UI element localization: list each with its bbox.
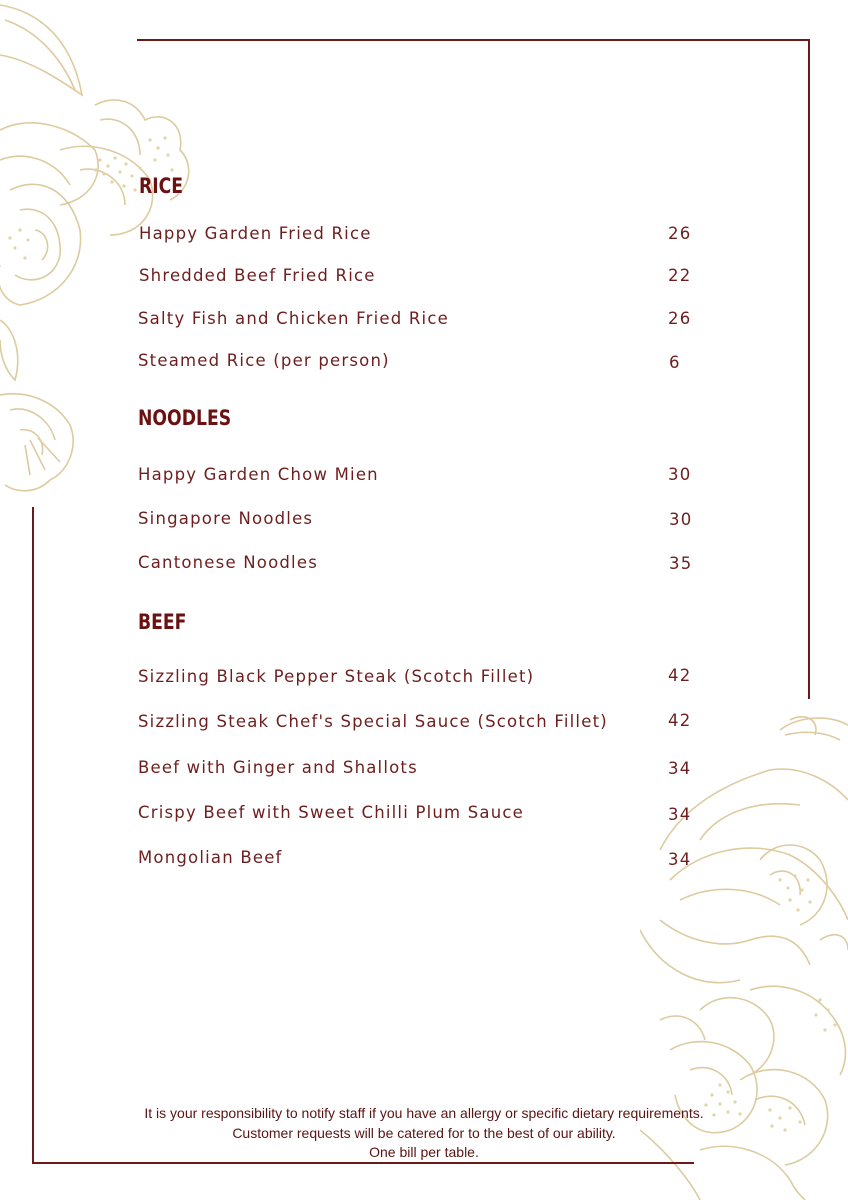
menu-item-price: 42 <box>668 666 692 685</box>
frame-right-line <box>808 39 810 699</box>
section-heading-beef: BEEF <box>138 610 187 634</box>
menu-item-price: 34 <box>668 759 692 778</box>
menu-item-name: Beef with Ginger and Shallots <box>138 758 418 777</box>
menu-item-name: Cantonese Noodles <box>138 553 318 572</box>
menu-item-price: 22 <box>668 266 692 285</box>
footer-bill-note: One bill per table. <box>369 1144 479 1160</box>
menu-item-name: Shredded Beef Fried Rice <box>139 266 376 285</box>
menu-item-price: 34 <box>668 805 692 824</box>
frame-left-line <box>32 507 34 1164</box>
menu-item-price: 30 <box>668 465 692 484</box>
menu-item-name: Mongolian Beef <box>138 848 283 867</box>
menu-item-name: Singapore Noodles <box>138 509 314 528</box>
menu-item-name: Happy Garden Fried Rice <box>139 224 372 243</box>
menu-item-name: Crispy Beef with Sweet Chilli Plum Sauce <box>138 803 525 822</box>
footer-requests-note: Customer requests will be catered for to the best of our ability. <box>232 1125 616 1141</box>
frame-bottom-line <box>32 1162 694 1164</box>
section-heading-noodles: NOODLES <box>138 406 232 430</box>
menu-item-price: 42 <box>668 711 692 730</box>
menu-item-price: 26 <box>668 309 692 328</box>
menu-item-name: Happy Garden Chow Mien <box>138 465 379 484</box>
menu-item-price: 26 <box>668 224 692 243</box>
menu-item-name: Salty Fish and Chicken Fried Rice <box>138 309 449 328</box>
section-heading-rice: RICE <box>139 174 184 198</box>
menu-item-name: Steamed Rice (per person) <box>138 351 390 370</box>
frame-top-line <box>137 39 810 41</box>
menu-item-price: 6 <box>669 353 681 372</box>
footer-allergy-note: It is your responsibility to notify staff if you have an allergy or specific dietary requirements. <box>144 1105 704 1121</box>
menu-item-price: 34 <box>668 850 692 869</box>
menu-item-name: Sizzling Black Pepper Steak (Scotch Fillet) <box>138 667 535 686</box>
menu-item-price: 30 <box>669 510 693 529</box>
menu-item-name: Sizzling Steak Chef's Special Sauce (Scotch Fillet) <box>138 712 608 731</box>
menu-item-price: 35 <box>669 554 693 573</box>
